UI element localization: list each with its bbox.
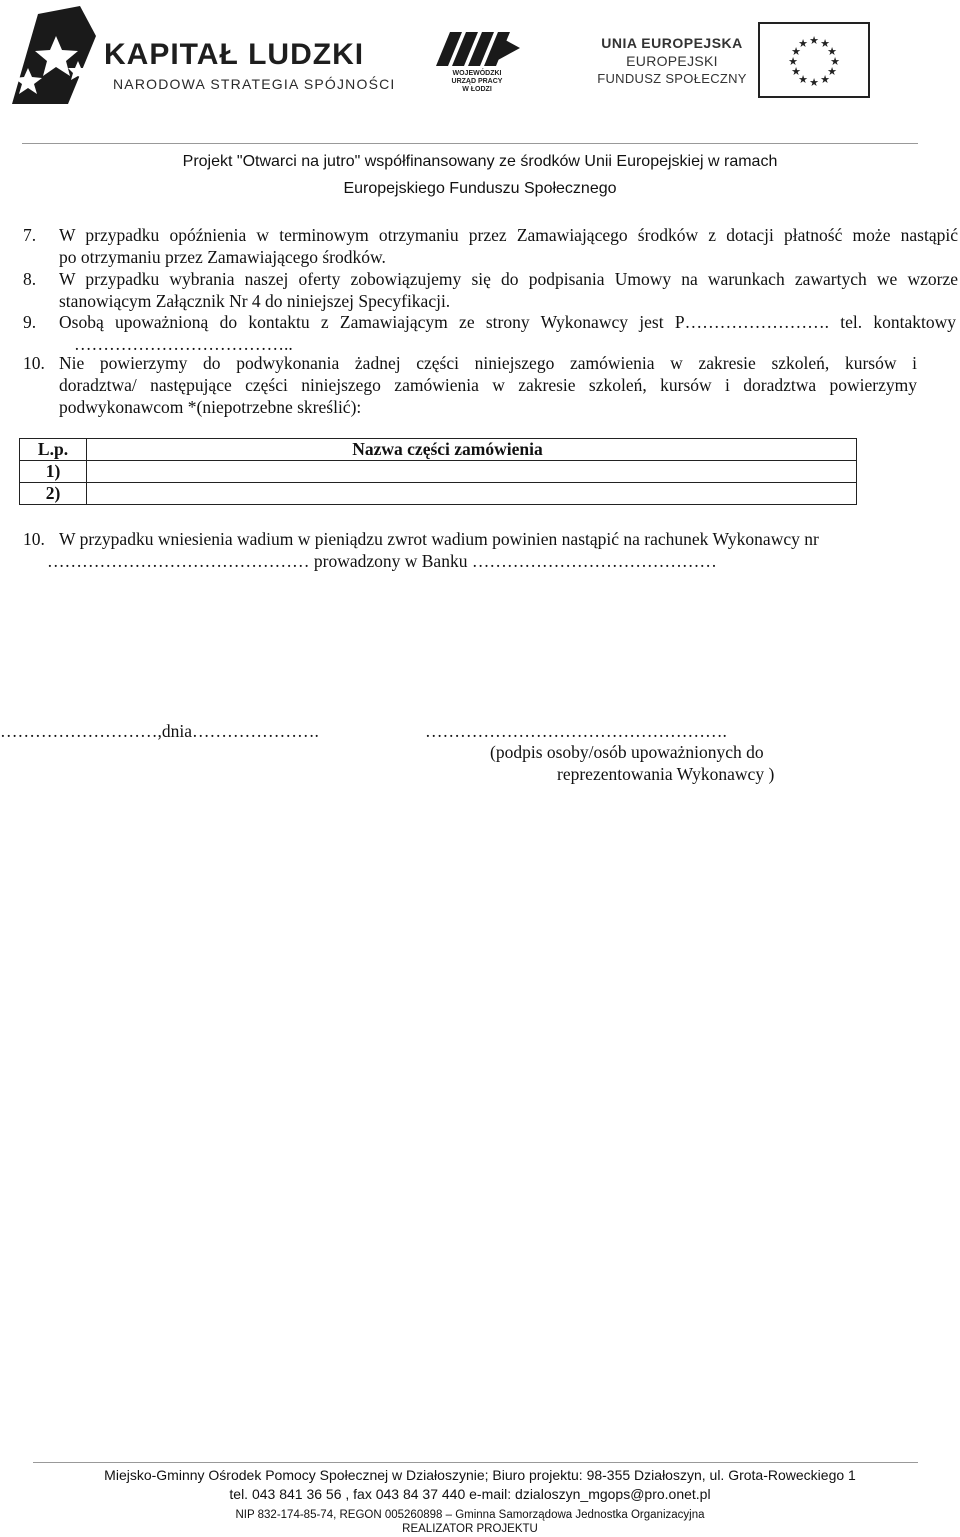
footer-line-4: REALIZATOR PROJEKTU (402, 1523, 538, 1535)
eu-line-2: EUROPEJSKI (626, 53, 718, 69)
svg-text:★: ★ (791, 45, 801, 58)
item-10b-line-2: ……………………………………… prowadzony w Banku …………………………………… (47, 551, 717, 571)
eu-line-1: UNIA EUROPEJSKA (601, 35, 743, 51)
signature-dots: ……………………………………………. (425, 721, 727, 741)
item-9-line-1: Osobą upoważnioną do kontaktu z Zamawiającym ze strony Wykonawcy jest P……………………. tel. kontaktowy (59, 312, 956, 332)
table-row (20, 461, 857, 483)
item-10-line-1: Nie powierzymy do podwykonania żadnej części niniejszego zamówienia w zakresie szkoleń, kursów i (59, 353, 917, 373)
item-8-number: 8. (23, 269, 37, 289)
place-date-field: ………………………,dnia…………………. (0, 721, 319, 741)
svg-text:★: ★ (820, 37, 830, 50)
item-7-line-1: W przypadku opóźnienia w terminowym otrzymaniu przez Zamawiającego środków z dotacji płatność może nastąpić (59, 225, 958, 245)
table-cell-name[interactable] (87, 461, 857, 483)
table-cell-lp: 1) (20, 461, 87, 483)
header-divider (22, 143, 918, 144)
eu-flag-logo (758, 22, 870, 98)
item-7-line-2: po otrzymaniu przez Zamawiającego środków. (59, 247, 386, 267)
signature-caption-1: (podpis osoby/osób upoważnionych do (490, 742, 764, 762)
svg-text:★: ★ (830, 55, 840, 68)
kapital-ludzki-emblem-icon (8, 6, 108, 106)
table-header-name (87, 439, 857, 461)
item-9-number: 9. (23, 312, 37, 332)
footer-divider (33, 1462, 918, 1463)
item-10-line-3: podwykonawcom *(niepotrzebne skreślić): (59, 397, 362, 417)
item-10b-number: 10. (23, 529, 45, 549)
table-row (20, 483, 857, 505)
table-header-lp: L.p. (20, 439, 87, 461)
item-9-line-2: ……………………………….. (74, 334, 293, 354)
svg-text:★: ★ (788, 55, 798, 68)
footer-line-2: tel. 043 841 36 56 , fax 043 84 37 440 e-mail: dzialoszyn_mgops@pro.onet.pl (229, 1486, 711, 1502)
eu-stars-flag-icon (758, 22, 870, 98)
item-8-line-1: W przypadku wybrania naszej oferty zobowiązujemy się do podpisania Umowy na warunkach zawartych we wzorze (59, 269, 958, 289)
project-line-1: Projekt "Otwarci na jutro" współfinansowany ze środków Unii Europejskiej w ramach (182, 153, 778, 170)
item-7-number: 7. (23, 225, 37, 245)
item-8-line-2: stanowiącym Załącznik Nr 4 do niniejszej Specyfikacji. (59, 291, 451, 311)
svg-text:★: ★ (820, 73, 830, 86)
eu-line-3: FUNDUSZ SPOŁECZNY (597, 71, 747, 86)
table-header-row (20, 439, 857, 461)
table-header-name-label: Nazwa części zamówienia (352, 439, 543, 459)
svg-text:★: ★ (798, 73, 808, 86)
wup-lodz-text (428, 70, 526, 94)
footer-line-1: Miejsko-Gminny Ośrodek Pomocy Społecznej w Działoszynie; Biuro projektu: 98-355 Działoszyn, ul. Grota-Roweckiego 1 (104, 1467, 856, 1483)
svg-text:★: ★ (809, 34, 819, 47)
kapital-ludzki-title: KAPITAŁ LUDZKI (104, 38, 365, 71)
project-line-2: Europejskiego Funduszu Społecznego (343, 180, 617, 197)
wup-emblem-icon (428, 26, 526, 70)
wup-line-2: URZĄD PRACY (451, 78, 503, 85)
svg-text:★: ★ (809, 76, 819, 89)
item-10-line-2: doradztwa/ następujące części niniejszego zamówienia w zakresie szkoleń, kursów i doradztwa powierzymy (59, 375, 917, 395)
signature-caption-2: reprezentowania Wykonawcy ) (557, 764, 775, 784)
table-cell-lp: 2) (20, 483, 87, 505)
eu-fund-text (596, 34, 748, 88)
item-10-number: 10. (23, 353, 45, 373)
svg-text:★: ★ (827, 45, 837, 58)
kapital-ludzki-subtitle: NARODOWA STRATEGIA SPÓJNOŚCI (113, 76, 396, 92)
subcontract-table (19, 438, 857, 505)
wup-line-3: W ŁODZI (462, 86, 492, 93)
item-10b-line-1: W przypadku wniesienia wadium w pieniądzu zwrot wadium powinien nastąpić na rachunek Wykonawcy nr (59, 529, 819, 549)
svg-text:★: ★ (798, 37, 808, 50)
wup-line-1: WOJEWÓDZKI (452, 70, 502, 77)
svg-text:★: ★ (827, 65, 837, 78)
footer-line-3: NIP 832-174-85-74, REGON 005260898 – Gminna Samorządowa Jednostka Organizacyjna (235, 1509, 705, 1521)
table-cell-name[interactable] (87, 483, 857, 505)
svg-text:★: ★ (791, 65, 801, 78)
